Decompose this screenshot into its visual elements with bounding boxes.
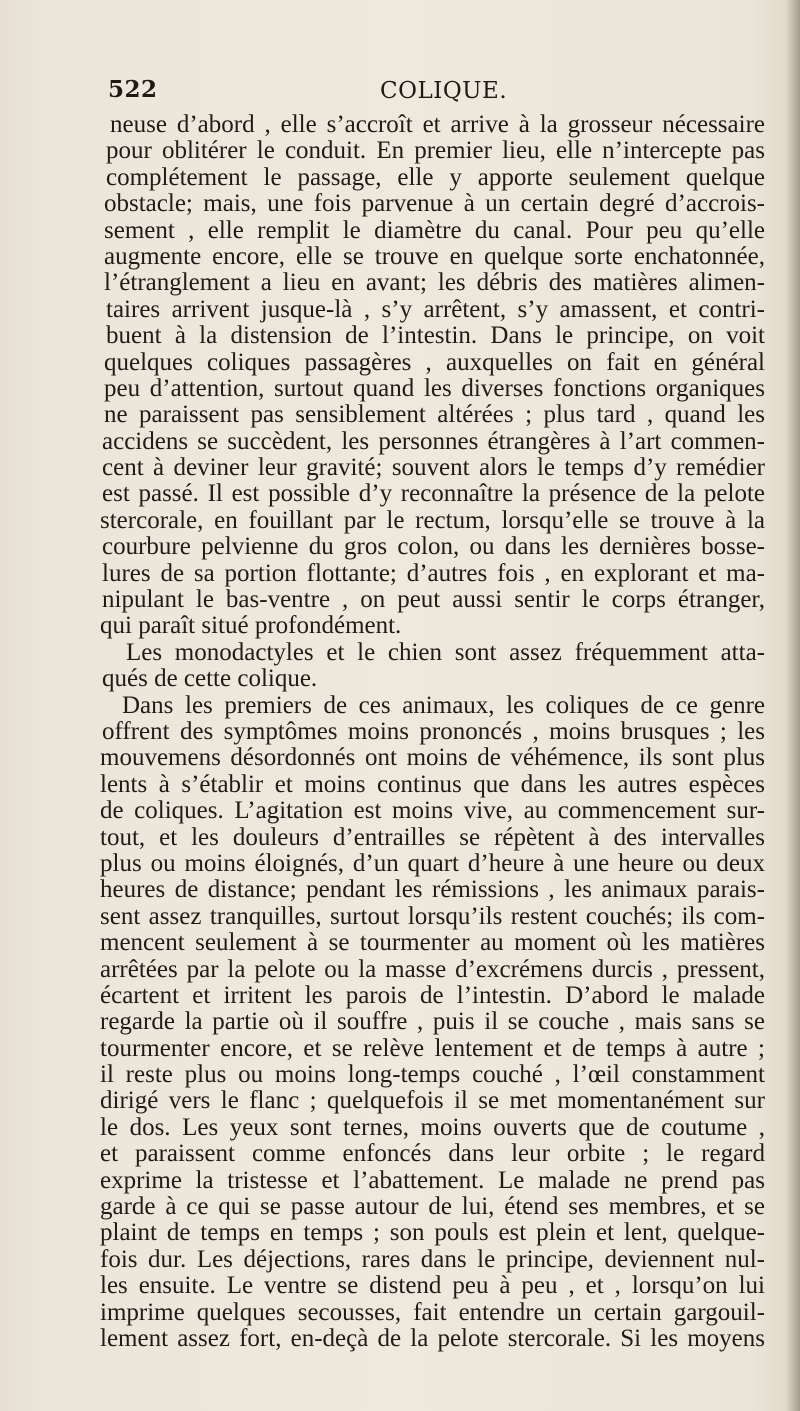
text-line: sent assez tranquilles, surtout lorsqu’ils restent couchés; ils com- [100,902,765,930]
text-line: pour oblitérer le conduit. En premier lieu, elle n’intercepte pas [106,137,765,165]
text-line: quelques coliques passagères , auxquelles on fait en général [104,348,765,376]
text-line: dirigé vers le flanc ; quelquefois il se met momentanément sur [100,1087,765,1115]
body-text [100,112,765,1352]
text-line: buent à la distension de l’intestin. Dans le principe, on voit [106,322,765,350]
text-line: sement , elle remplit le diamètre du canal. Pour peu qu’elle [104,216,765,244]
text-line: cent à deviner leur gravité; souvent alors le temps d’y remédier [102,454,765,482]
text-line: courbure pelvienne du gros colon, ou dans les dernières bosse- [102,533,765,561]
running-head [108,76,748,110]
text-line: neuse d’abord , elle s’accroît et arrive à la grosseur nécessaire [110,111,765,138]
page-edge-shadow [786,0,800,1411]
text-line: stercorale, en fouillant par le rectum, lorsqu’elle se trouve à la [100,506,765,534]
text-line: offrent des symptômes moins prononcés , moins brusques ; les [102,717,765,745]
text-line: lures de sa portion flottante; d’autres fois , en explorant et ma- [102,559,765,587]
text-line: arrêtées par la pelote ou la masse d’excrémens durcis , pressent, [100,955,765,983]
text-line: fois dur. Les déjections, rares dans le principe, deviennent nul- [100,1245,765,1273]
text-line: garde à ce qui se passe autour de lui, étend ses membres, et se [100,1193,765,1221]
text-line: lents à s’établir et moins continus que dans les autres espèces [100,770,765,798]
text-line: tourmenter encore, et se relève lentement et de temps à autre ; [100,1034,765,1062]
text-line: lement assez fort, en-deçà de la pelote stercorale. Si les moyens [100,1324,765,1352]
text-line: est passé. Il est possible d’y reconnaître la présence de la pelote [102,480,765,508]
text-line: Dans les premiers de ces animaux, les coliques de ce genre [122,691,765,719]
text-line: mouvemens désordonnés ont moins de véhémence, ils sont plus [100,744,765,772]
text-line: il reste plus ou moins long-temps couché , l’œil constamment [100,1061,765,1089]
text-line: plaint de temps en temps ; son pouls est plein et lent, quelque- [100,1219,765,1247]
text-line: tout, et les douleurs d’entrailles se répètent à des intervalles [100,823,765,851]
text-line: heures de distance; pendant les rémissions , les animaux parais- [100,876,765,904]
text-line: qui paraît situé profondément. [100,612,402,640]
text-line: les ensuite. Le ventre se distend peu à peu , et , lorsqu’on lui [100,1272,765,1300]
page-number: 522 [108,76,158,103]
text-line: mencent seulement à se tourmenter au moment où les matières [100,929,765,957]
text-line: obstacle; mais, une fois parvenue à un certain degré d’accrois- [104,190,765,218]
text-line: plus ou moins éloignés, d’un quart d’heure à une heure ou deux [100,849,765,877]
text-line: exprime la tristesse et l’abattement. Le malade ne prend pas [100,1166,765,1194]
text-line: imprime quelques secousses, fait entendre un certain gargouil- [100,1298,765,1326]
text-line: l’étranglement a lieu en avant; les débris des matières alimen- [104,269,765,297]
text-line: ne paraissent pas sensiblement altérées ; plus tard , quand les [104,401,765,429]
text-line: qués de cette colique. [102,665,318,693]
text-line: et paraissent comme enfoncés dans leur orbite ; le regard [100,1140,765,1168]
text-line: Les monodactyles et le chien sont assez fréquemment atta- [126,638,765,666]
text-line: accidens se succèdent, les personnes étrangères à l’art commen- [102,427,765,455]
text-line: le dos. Les yeux sont ternes, moins ouverts que de coutume , [100,1113,765,1141]
text-line: taires arrivent jusque-là , s’y arrêtent, s’y amassent, et contri- [106,295,765,323]
text-line: peu d’attention, surtout quand les diverses fonctions organiques [104,374,765,402]
text-line: augmente encore, elle se trouve en quelque sorte enchatonnée, [104,242,765,270]
text-line: de coliques. L’agitation est moins vive, au commencement sur- [100,797,765,825]
text-line: complétement le passage, elle y apporte seulement quelque [106,163,765,191]
text-line: écartent et irritent les parois de l’intestin. D’abord le malade [100,981,765,1009]
running-title: COLIQUE. [380,78,508,104]
text-line: nipulant le bas-ventre , on peut aussi sentir le corps étranger, [102,586,765,614]
text-line: regarde la partie où il souffre , puis il se couche , mais sans se [100,1008,765,1036]
